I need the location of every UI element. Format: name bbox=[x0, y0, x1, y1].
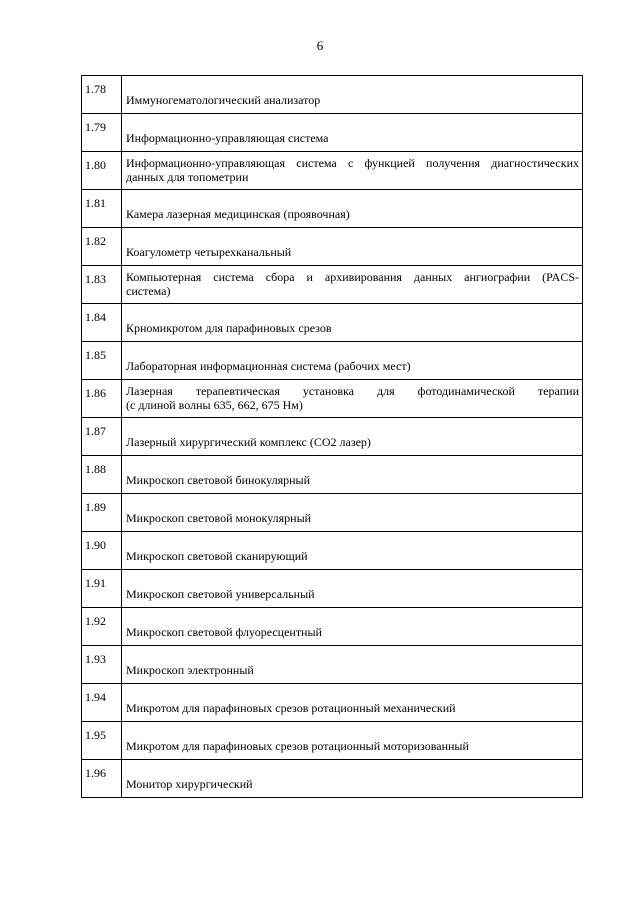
equipment-name: Микроскоп световой бинокулярный bbox=[122, 456, 583, 494]
equipment-name: Иммуногематологический анализатор bbox=[122, 76, 583, 114]
page-number: 6 bbox=[316, 38, 324, 53]
table-row bbox=[82, 114, 583, 152]
equipment-name-line: Компьютерная система сбора и архивирования данных ангиографии (PACS- bbox=[126, 270, 579, 284]
table-row bbox=[82, 570, 583, 608]
table-row bbox=[82, 760, 583, 798]
table-row bbox=[82, 76, 583, 114]
equipment-name: Лабораторная информационная система (рабочих мест) bbox=[122, 342, 583, 380]
row-number: 1.83 bbox=[82, 266, 122, 304]
row-number: 1.84 bbox=[82, 304, 122, 342]
row-number: 1.88 bbox=[82, 456, 122, 494]
equipment-name bbox=[122, 152, 583, 190]
table-row bbox=[82, 684, 583, 722]
table-row bbox=[82, 608, 583, 646]
row-number: 1.81 bbox=[82, 190, 122, 228]
row-number: 1.90 bbox=[82, 532, 122, 570]
equipment-name: Микроскоп световой универсальный bbox=[122, 570, 583, 608]
equipment-name-line: Лазерная терапевтическая установка для фотодинамической терапии bbox=[126, 384, 579, 398]
equipment-name-line: (с длиной волны 635, 662, 675 Нм) bbox=[126, 398, 303, 412]
equipment-name: Лазерный хирургический комплекс (СО2 лазер) bbox=[122, 418, 583, 456]
equipment-name: Монитор хирургический bbox=[122, 760, 583, 798]
table-row bbox=[82, 380, 583, 418]
equipment-name: Микроскоп электронный bbox=[122, 646, 583, 684]
equipment-name: Микроскоп световой сканирующий bbox=[122, 532, 583, 570]
row-number: 1.86 bbox=[82, 380, 122, 418]
table-row bbox=[82, 228, 583, 266]
equipment-name: Микротом для парафиновых срезов ротационный моторизованный bbox=[122, 722, 583, 760]
row-number: 1.92 bbox=[82, 608, 122, 646]
table-row bbox=[82, 532, 583, 570]
equipment-name-line: Информационно-управляющая система с функцией получения диагностических bbox=[126, 156, 579, 170]
row-number: 1.96 bbox=[82, 760, 122, 798]
row-number: 1.91 bbox=[82, 570, 122, 608]
equipment-name bbox=[122, 380, 583, 418]
row-number: 1.79 bbox=[82, 114, 122, 152]
table-row bbox=[82, 152, 583, 190]
row-number: 1.80 bbox=[82, 152, 122, 190]
row-number: 1.89 bbox=[82, 494, 122, 532]
table-row bbox=[82, 190, 583, 228]
row-number: 1.95 bbox=[82, 722, 122, 760]
equipment-name: Коагулометр четырехканальный bbox=[122, 228, 583, 266]
equipment-name-line: система) bbox=[126, 284, 171, 298]
table-row bbox=[82, 418, 583, 456]
row-number: 1.93 bbox=[82, 646, 122, 684]
row-number: 1.94 bbox=[82, 684, 122, 722]
row-number: 1.85 bbox=[82, 342, 122, 380]
row-number: 1.87 bbox=[82, 418, 122, 456]
equipment-name: Информационно-управляющая система bbox=[122, 114, 583, 152]
table-row bbox=[82, 266, 583, 304]
equipment-name: Микроскоп световой монокулярный bbox=[122, 494, 583, 532]
equipment-table bbox=[81, 75, 583, 798]
equipment-name: Камера лазерная медицинская (проявочная) bbox=[122, 190, 583, 228]
equipment-name bbox=[122, 266, 583, 304]
table-row bbox=[82, 456, 583, 494]
table-row bbox=[82, 494, 583, 532]
equipment-name-line: данных для топометрии bbox=[126, 170, 249, 184]
row-number: 1.82 bbox=[82, 228, 122, 266]
equipment-name: Крномикротом для парафиновых срезов bbox=[122, 304, 583, 342]
equipment-name: Микротом для парафиновых срезов ротационный механический bbox=[122, 684, 583, 722]
table-row bbox=[82, 722, 583, 760]
equipment-name: Микроскоп световой флуоресцентный bbox=[122, 608, 583, 646]
table-row bbox=[82, 304, 583, 342]
table-row bbox=[82, 646, 583, 684]
table-row bbox=[82, 342, 583, 380]
row-number: 1.78 bbox=[82, 76, 122, 114]
